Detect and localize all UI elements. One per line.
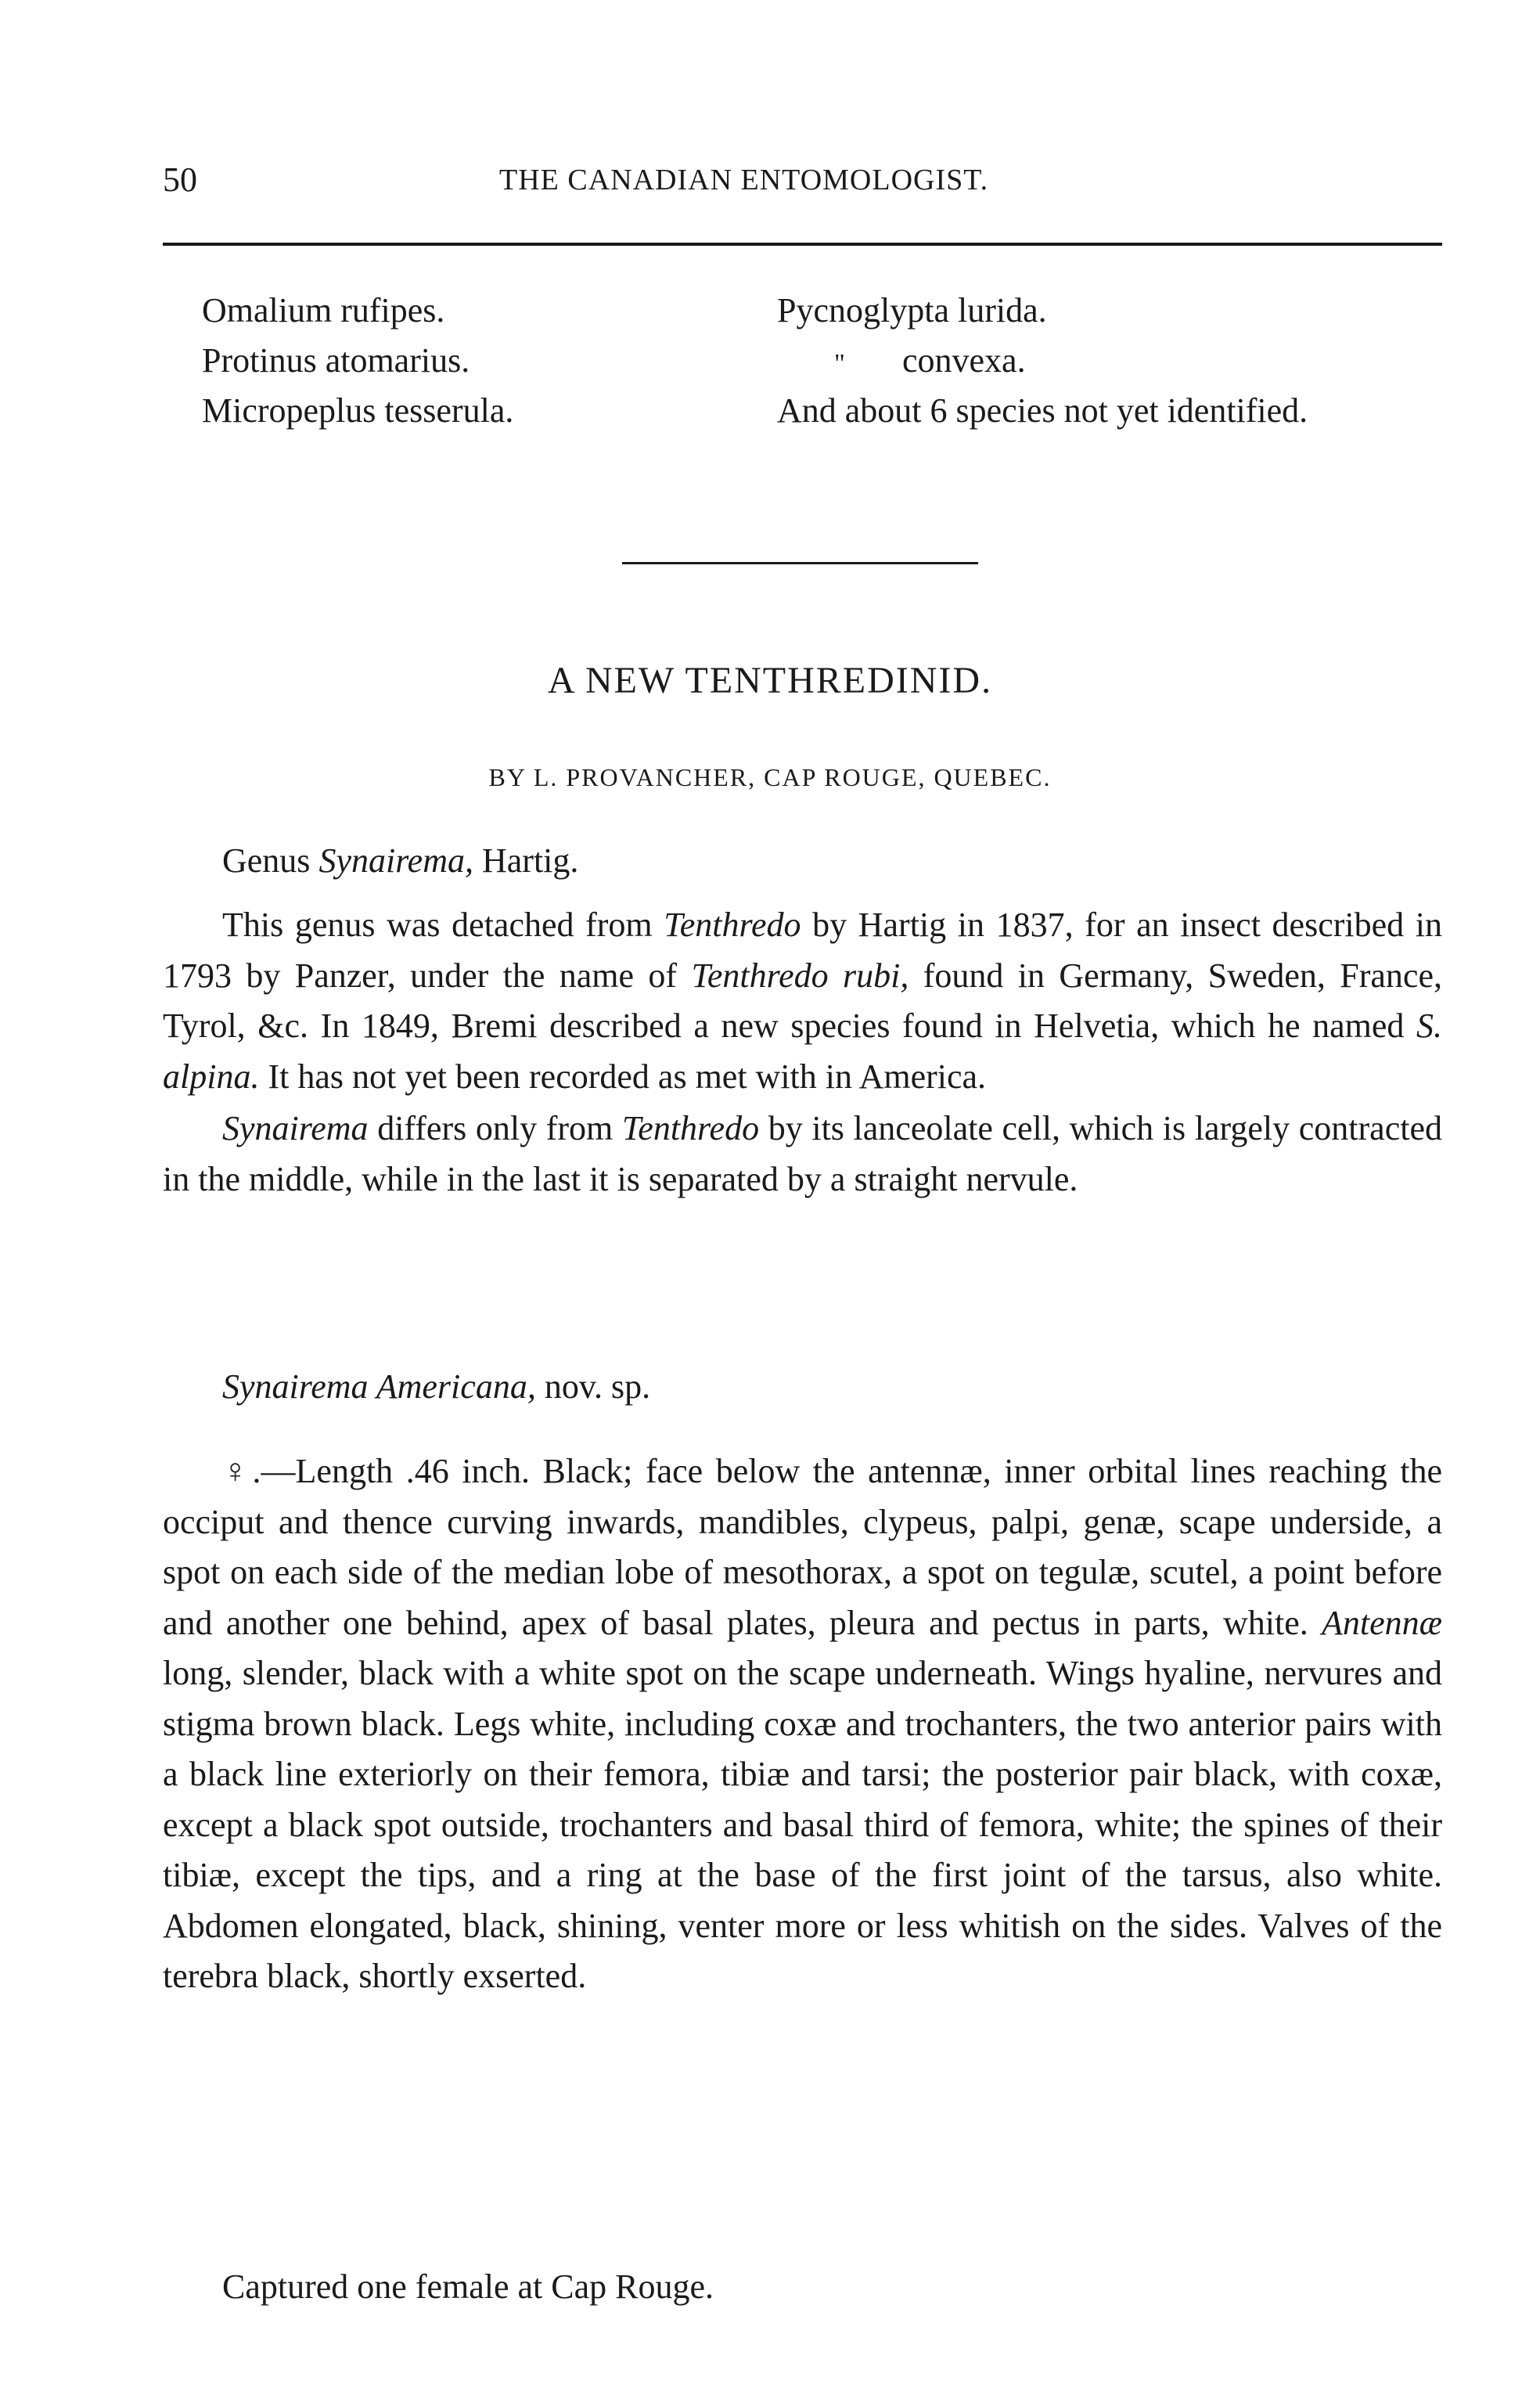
genus-name: Synairema, (318, 841, 473, 880)
taxon-name: Tenthredo (621, 1109, 760, 1147)
ditto-mark: " (834, 349, 845, 378)
species-heading: Synairema Americana, nov. sp. (222, 1367, 651, 1406)
species-name: Pycnoglypta lurida. (777, 291, 1047, 330)
species-name: Omalium rufipes. (202, 291, 445, 330)
taxon-name: Synairema (222, 1109, 369, 1147)
species-name: And about 6 species not yet identified. (777, 391, 1308, 430)
term-italic: Antennæ (1322, 1603, 1442, 1642)
species-name: Protinus atomarius. (202, 341, 470, 380)
article-title: A NEW TENTHREDINID. (547, 660, 993, 701)
journal-title: THE CANADIAN ENTOMOLOGIST. (499, 164, 989, 196)
paragraph-capture: Captured one female at Cap Rouge. (222, 2267, 714, 2306)
taxon-name: Tenthredo rubi, (691, 956, 909, 995)
species-row (202, 336, 1442, 386)
page-number: 50 (163, 160, 197, 199)
running-header (163, 157, 1442, 204)
paragraph-description: ♀.—Length .46 inch. Black; face below the antennæ, inner orbital lines reaching the occiput and thence curving inwards, mandibles, clypeus, palpi, genæ, scape underside, a spot on each side of the median lobe of mesothorax, a spot on tegulæ, scutel, a point before and another one behind, apex of basal plates, pleura and pectus in parts, white. Antennæ long, slender, black with a white spot on the scape underneath. Wings hyaline, nervures and stigma brown black. Legs white, including coxæ and trochanters, the two anterior pairs with a black line exteriorly on their femora, tibiæ and tarsi; the posterior pair black, with coxæ, except a black spot outside, trochanters and basal third of femora, white; the spines of their tibiæ, except the tips, and a ring at the base of the first joint of the tarsus, also white. Abdomen elongated, black, shining, venter more or less whitish on the sides. Valves of the terebra black, shortly exserted. (163, 1452, 1442, 1995)
article-byline: BY L. PROVANCHER, CAP ROUGE, QUEBEC. (488, 763, 1052, 791)
header-rule (163, 243, 1442, 246)
species-name: " convexa. (777, 336, 1026, 389)
species-name: Micropeplus tesserula. (202, 391, 514, 430)
species-row (202, 386, 1442, 436)
species-list (202, 286, 1442, 436)
paragraph-history: This genus was detached from Tenthredo by Hartig in 1837, for an insect described in 1793 by Panzer, under the name of Tenthredo rubi, found in Germany, Sweden, France, Tyrol, &c. In 1849, Bremi described a new species found in Helvetia, which he named S. alpina. It has not yet been recorded as met with in America. (163, 906, 1442, 1096)
species-row (202, 286, 1442, 336)
taxon-name: S. alpina. (163, 1007, 1442, 1096)
paragraph-differences: Synairema differs only from Tenthredo by its lanceolate cell, which is largely contracted in the middle, while in the last it is separated by a straight nervule. (163, 1109, 1442, 1198)
taxon-name: Tenthredo (664, 906, 801, 944)
genus-heading: Genus Synairema, Hartig. (222, 841, 579, 880)
section-divider (622, 562, 978, 564)
species-heading-name: Synairema Americana, (222, 1367, 536, 1406)
